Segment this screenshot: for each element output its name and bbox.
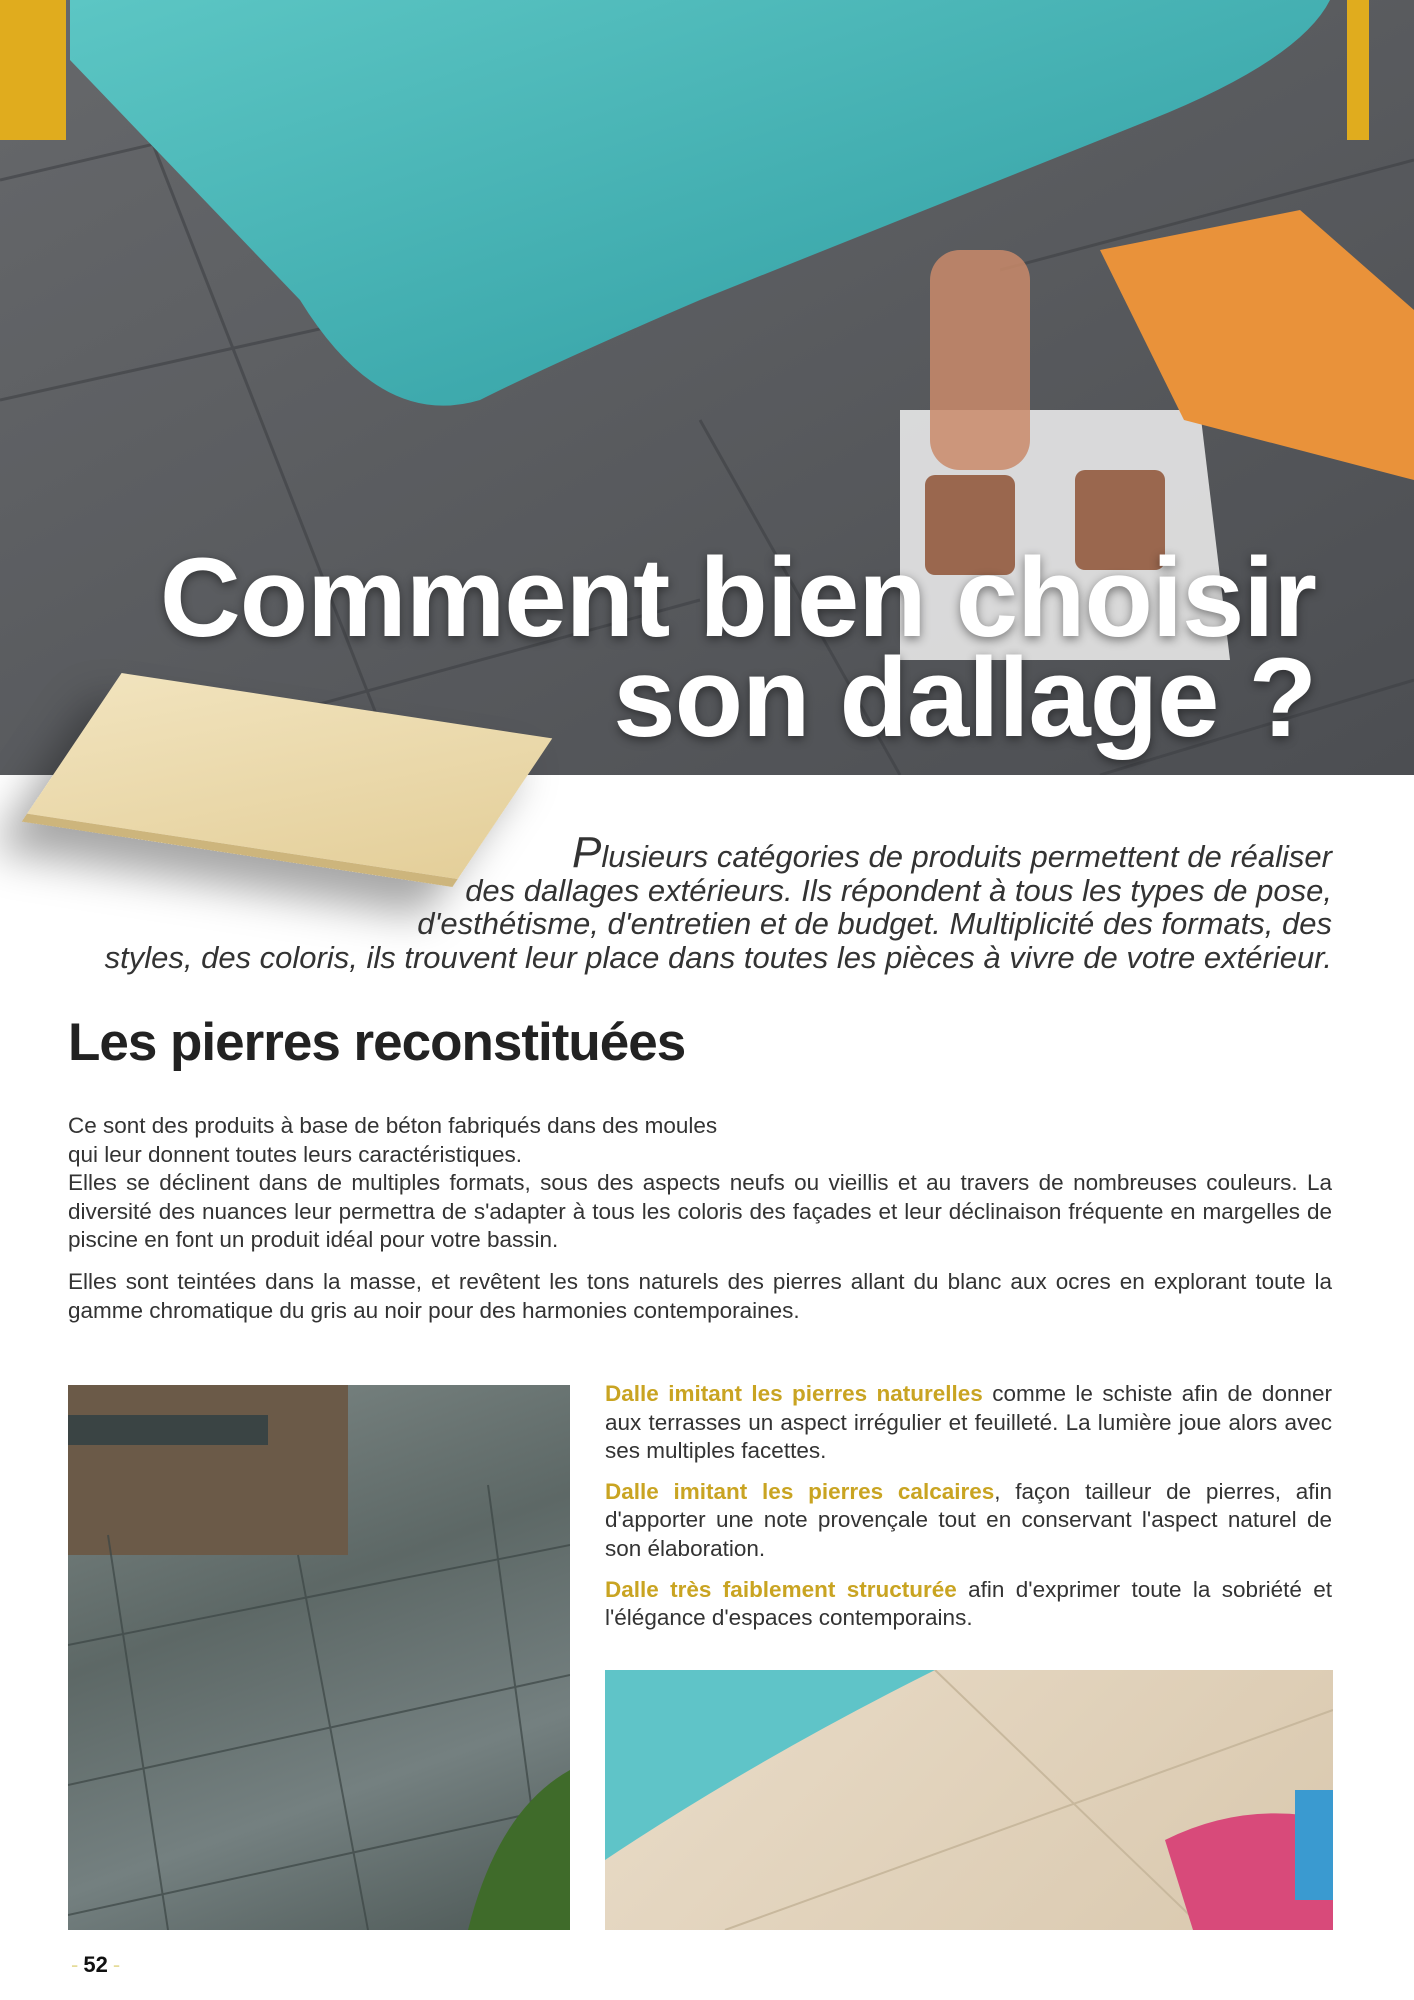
intro-line: d'esthétisme, d'entretien et de budget. Multiplicité des formats, des	[417, 906, 1332, 941]
slate-tiles-illustration	[68, 1385, 570, 1930]
tile-type-name: Dalle imitant les pierres naturelles	[605, 1381, 983, 1406]
pool-coping-illustration	[605, 1670, 1333, 1930]
title-line-1: Comment bien choisir	[159, 535, 1316, 660]
accent-bar-left	[0, 0, 66, 140]
body-line: Elles se déclinent dans de multiples formats, sous des aspects neufs ou vieillis et au travers de nombreuses couleurs. La diversité des nuances leur permettra de s'adapter à tous les coloris des façades et leur déclinaison fréquente en margelles de piscine en font un produit idéal pour votre bassin.	[68, 1170, 1332, 1253]
body-paragraph-2: Elles sont teintées dans la masse, et revêtent les tons naturels des pierres allant du blanc aux ocres en explorant toute la gamme chromatique du gris au noir pour des harmonies contemporaines.	[68, 1268, 1332, 1323]
tile-type-description: afin d'exprimer toute la sobriété et l'élégance d'espaces contemporains.	[605, 1576, 1332, 1631]
page-number-value: 52	[83, 1952, 108, 1977]
page-number-dash: -	[71, 1952, 79, 1977]
intro-text: lusieurs catégories de produits permettent de réaliser	[601, 839, 1332, 874]
tile-types-list	[605, 1380, 1332, 1645]
intro-paragraph	[66, 828, 1332, 975]
tile-type-description: , façon tailleur de pierres, afin d'apporter une note provençale tout en conservant l'aspect naturel de son élaboration.	[605, 1478, 1332, 1561]
page-number-dash: -	[112, 1952, 121, 1977]
tile-type-name: Dalle très faiblement structurée	[605, 1576, 957, 1602]
body-paragraph-1	[68, 1112, 1332, 1255]
page-number	[66, 1952, 125, 1978]
tile-type-item	[605, 1576, 1332, 1633]
intro-line	[66, 828, 1332, 877]
intro-line: des dallages extérieurs. Ils répondent à tous les types de pose,	[465, 872, 1332, 908]
tile-type-description: comme le schiste afin de donner aux terrasses un aspect irrégulier et feuilleté. La lumière joue alors avec ses multiples facettes.	[605, 1381, 1332, 1464]
section-body	[68, 1112, 1332, 1338]
body-line: qui leur donnent toutes leurs caractéristiques.	[68, 1141, 523, 1167]
section-heading: Les pierres reconstituées	[68, 1013, 686, 1072]
drop-cap: P	[572, 828, 602, 877]
title-line-2: son dallage ?	[613, 635, 1316, 760]
tile-type-item	[605, 1478, 1332, 1564]
slate-terrace-photo	[68, 1385, 570, 1930]
pool-edge-photo	[605, 1670, 1333, 1930]
tile-type-item	[605, 1380, 1332, 1466]
intro-line: styles, des coloris, ils trouvent leur place dans toutes les pièces à vivre de votre extérieur.	[104, 939, 1332, 975]
hero-photo-pool	[0, 0, 1414, 775]
accent-bar-right	[1347, 0, 1369, 140]
body-line: Ce sont des produits à base de béton fabriqués dans des moules	[68, 1113, 718, 1138]
tile-type-name: Dalle imitant les pierres calcaires	[605, 1478, 995, 1504]
